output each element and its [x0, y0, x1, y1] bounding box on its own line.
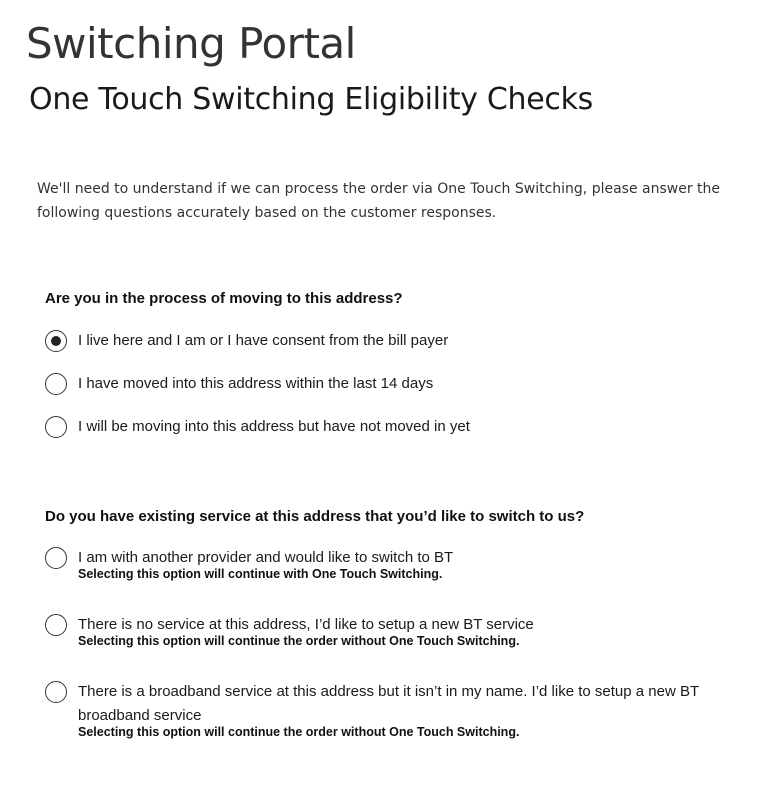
service-question-label: Do you have existing service at this address that you’d like to switch to us? — [45, 508, 585, 525]
radio-button[interactable] — [45, 681, 67, 703]
moving-option-moved-in-label: I have moved into this address within the last 14 days — [78, 375, 434, 392]
service-option-not-in-my-name-label: There is a broadband service at this address but it isn’t in my name. I’d like to setup a new BT broadband service — [78, 683, 699, 724]
radio-button[interactable] — [45, 547, 67, 569]
radio-button[interactable] — [45, 614, 67, 636]
service-option-no-service-note: Selecting this option will continue the order without One Touch Switching. — [78, 634, 520, 648]
radio-button[interactable] — [45, 373, 67, 395]
moving-option-live-here[interactable] — [45, 330, 755, 354]
intro-text: We'll need to understand if we can process the order via One Touch Switching, please answer the following questions accurately based on the customer responses. — [37, 181, 721, 221]
service-option-switch-provider[interactable] — [45, 547, 755, 593]
service-option-switch-provider-note: Selecting this option will continue with One Touch Switching. — [78, 567, 443, 581]
page-title: Switching Portal — [26, 19, 356, 68]
radio-button-selected[interactable] — [45, 330, 67, 352]
moving-option-moving-soon[interactable] — [45, 416, 755, 440]
service-option-no-service-label: There is no service at this address, I’d like to setup a new BT service — [78, 616, 534, 633]
radio-button[interactable] — [45, 416, 67, 438]
moving-question-label: Are you in the process of moving to this address? — [45, 290, 403, 307]
service-option-not-in-my-name-note: Selecting this option will continue the order without One Touch Switching. — [78, 725, 520, 739]
service-option-no-service[interactable] — [45, 614, 755, 660]
service-option-switch-provider-label: I am with another provider and would like to switch to BT — [78, 549, 454, 566]
moving-option-moving-soon-label: I will be moving into this address but have not moved in yet — [78, 418, 470, 435]
moving-option-moved-in[interactable] — [45, 373, 755, 397]
moving-option-live-here-label: I live here and I am or I have consent from the bill payer — [78, 332, 449, 349]
page-subtitle: One Touch Switching Eligibility Checks — [29, 82, 593, 117]
service-option-not-in-my-name[interactable] — [45, 681, 755, 751]
